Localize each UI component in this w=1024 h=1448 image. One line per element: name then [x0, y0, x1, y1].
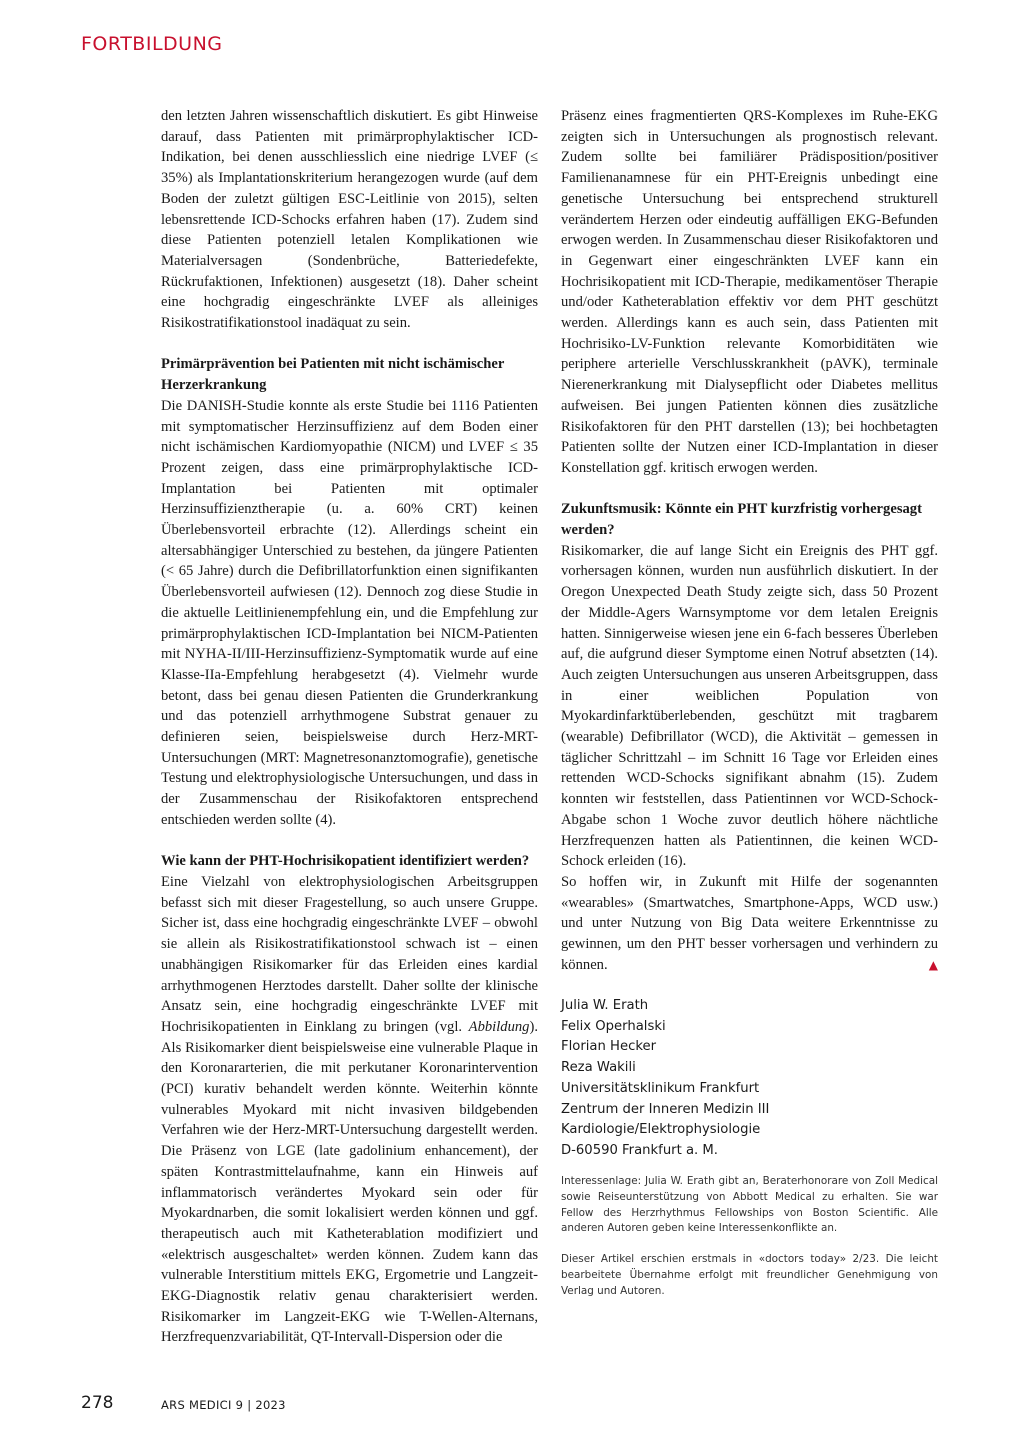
subheading: Zukunftsmusik: Könnte ein PHT kurzfristig vorhergesagt werden? [561, 501, 922, 539]
paragraph: Die DANISH-Studie konnte als erste Studie bei 1116 Patienten mit symptomatischer Herzinsuffizienz auf dem Boden einer nicht ischämischen Kardiomyopathie (NICM) und LVEF ≤ 35 Prozent zeigen, dass eine primärprophylaktische ICD-Implantation bei Patienten mit optimaler Herzinsuffizienztherapie (u. a. 60% CRT) keinen Überlebensvorteil erbrachte (12). Allerdings scheint ein altersabhängiger Unterschied zu bestehen, da jüngere Patienten (< 65 Jahre) durch die Defibrillatorfunktion einen signifikanten Überlebensvorteil aufwiesen (12). Dennoch zog diese Studie in die aktuelle Leitlinienempfehlung ein, und die Empfehlung zur primärprophylaktischen ICD-Implantation bei NICM-Patienten mit NYHA-II/III-Herzinsuffizienz-Symptomatik wurde auf eine Klasse-IIa-Empfehlung herabgesetzt (4). Vielmehr wurde betont, dass bei genau diesen Patienten die Grunderkrankung und das potenziell arrhythmogene Substrat genauer zu definieren seien, beispielsweise durch Herz-MRT-Untersuchungen (MRT: Magnetresonanztomografie), genetische Testung und elektrophysiologische Untersuchungen, und dass in der Zusammenschau der Risikofaktoren entsprechend entschieden werden sollte (4). [161, 397, 538, 828]
left-column [161, 106, 538, 1348]
subheading: Wie kann der PHT-Hochrisikopatient identifiziert werden? [161, 853, 530, 870]
author-line: Reza Wakili [561, 1060, 636, 1076]
paragraph [561, 872, 938, 976]
affiliation-line: Zentrum der Inneren Medizin III [561, 1101, 770, 1117]
author-line: Julia W. Erath [561, 998, 649, 1013]
footnotes [561, 1174, 938, 1315]
paragraph [161, 872, 538, 1348]
paragraph-text: Eine Vielzahl von elektrophysiologischen Arbeitsgruppen befasst sich mit dieser Fragestellung, so auch unsere Gruppe. Sicher ist, dass eine hochgradig eingeschränkte LVEF – obwohl sie allein als Risikostratifikationstool schwach ist – einen unabhängigen Risikomarker für das Erleiden eines kardial arrhythmogenen Herztodes darstellt. Daher sollte der klinische Ansatz sein, eine hochgradig eingeschränkte LVEF mit Hochrisikopatienten in Einklang zu bringen (vgl. [161, 873, 538, 1035]
paragraph: Präsenz eines fragmentierten QRS-Komplexes im Ruhe-EKG zeigten sich in Untersuchungen als prognostisch relevant. Zudem sollte bei familiärer Prädisposition/positiver Familienanamnese für ein PHT-Ereignis unbedingt eine genetische Untersuchung bei entsprechend strukturell verändertem Herzen oder eindeutig auffälligen EKG-Befunden erwogen werden. In Zusammenschau dieser Risikofaktoren und in Gegenwart einer eingeschränkten LVEF kann ein Hochrisikopatient mit ICD-Therapie, medikamentöser Therapie und/oder Katheterablation effektiv vor dem PHT geschützt werden. Allerdings kann es auch sein, dass Patienten mit Hochrisiko-LV-Funktion relevante Komorbiditäten wie periphere arterielle Verschlusskrankheit (pAVK), terminale Nierenerkrankung mit Dialysepflicht oder Diabetes mellitus aufweisen. Bei jungen Patienten können dies zusätzliche Risikofaktoren für den PHT darstellen (13); bei hochbetagten Patienten sollte der Nutzen einer ICD-Implantation in dieser Konstellation ggf. kritisch erwogen werden. [561, 108, 938, 476]
subheading: Primärprävention bei Patienten mit nicht ischämischer Herzerkrankung [161, 356, 505, 394]
author-line: Florian Hecker [561, 1039, 657, 1055]
paragraph: Risikomarker, die auf lange Sicht ein Ereignis des PHT ggf. vorhersagen können, wurden nun ausführlich diskutiert. In der Oregon Unexpected Death Study zeigte sich, dass 50 Prozent der Middle-Agers Warnsymptome vor dem letalen Ereignis hatten. Sinnigerweise wiesen jene ein 6-fach besseres Überleben auf, die aufgrund dieser Symptome einen Notruf absetzten (14). Auch zeigten Untersuchungen aus unseren Arbeitsgruppen, dass in einer weiblichen Population von Myokardinfarktüberlebenden, geschützt mit tragbarem (wearable) Defibrillator (WCD), die Aktivität – gemessen in täglicher Schrittzahl – im Schnitt 16 Tage vor Erleiden eines rettenden WCD-Schocks signifikant abnahm (15). Zudem konnten wir feststellen, dass Patientinnen vor WCD-Schock-Abgabe schon 1 Woche zuvor deutlich höhere nächtliche Herzfrequenzen hatten als Patientinnen, die keinen WCD-Schock erleiden (16). [561, 542, 938, 870]
page-number: 278 [81, 1393, 114, 1413]
publication-note: Dieser Artikel erschien erstmals in «doctors today» 2/23. Die leicht bearbeitete Übernahme erfolgt mit freundlicher Genehmigung von Verlag und Autoren. [561, 1253, 938, 1297]
end-of-article-icon: ▲ [928, 957, 938, 972]
conflict-of-interest-note: Interessenlage: Julia W. Erath gibt an, Beraterhonorare von Zoll Medical sowie Reiseunterstützung von Abbott Medical zu erhalten. Sie war Fellow des Herzrhythmus Fellowships von Boston Scientific. Alle anderen Autoren geben keine Interessenkonflikte an. [561, 1175, 938, 1235]
affiliation-line: Universitätsklinikum Frankfurt [561, 1080, 760, 1096]
right-column [561, 106, 938, 976]
paragraph: den letzten Jahren wissenschaftlich diskutiert. Es gibt Hinweise darauf, dass Patienten mit primärprophylaktischer ICD-Indikation, bei denen ausschliesslich eine niedrige LVEF (≤ 35%) als Implantationskriterium herangezogen wurde (auf dem Boden der zuletzt gültigen ESC-Leitlinie von 2015), selten lebensrettende ICD-Schocks erfahren haben (17). Zudem sind diese Patienten potenziell letalen Komplikationen wie Materialversagen (Sondenbrüche, Batteriedefekte, Rückrufaktionen, Infektionen) ausgesetzt (18). Daher scheint eine hochgradig eingeschränkte LVEF als alleiniges Risikostratifikationstool inadäquat zu sein. [161, 108, 538, 332]
author-block [561, 996, 941, 1162]
affiliation-line: Kardiologie/Elektrophysiologie [561, 1122, 761, 1138]
figure-reference: Abbildung [468, 1018, 530, 1035]
author-line: Felix Operhalski [561, 1018, 666, 1034]
journal-issue: ARS MEDICI 9 | 2023 [161, 1398, 286, 1412]
section-header: FORTBILDUNG [81, 33, 223, 55]
paragraph-text: So hoffen wir, in Zukunft mit Hilfe der sogenannten «wearables» (Smartwatches, Smartphone-Apps, WCD usw.) und unter Nutzung von Big Data weitere Erkenntnisse zu gewinnen, um den PHT besser vorhersagen und verhindern zu können. [561, 874, 938, 973]
paragraph-text: ). Als Risikomarker dient beispielsweise eine vulnerable Plaque in den Koronararterien, die mit perkutaner Koronarintervention (PCI) kurativ behandelt werden könnte. Weiterhin könnte vulnerables Myokard mit nicht invasiven bildgebenden Verfahren wie der Herz-MRT-Untersuchung dargestellt werden. Die Präsenz von LGE (late gadolinium enhancement), der späten Kontrastmittelaufnahme, kann ein Hinweis auf inflammatorisch verändertes Myokard sein oder für Myokardnarben, die somit lokalisiert werden können und ggf. therapeutisch auch mit Katheterablation modifiziert und «elektrisch ausgeschaltet» werden können. Zudem kann das vulnerable Interstitium mittels EKG, Ergometrie und Langzeit-EKG-Diagnostik relativ genau charakterisiert werden. Risikomarker im Langzeit-EKG wie T-Wellen-Alternans, Herzfrequenzvariabilität, QT-Intervall-Dispersion oder die [161, 1018, 538, 1346]
address-line: D-60590 Frankfurt a. M. [561, 1142, 718, 1158]
